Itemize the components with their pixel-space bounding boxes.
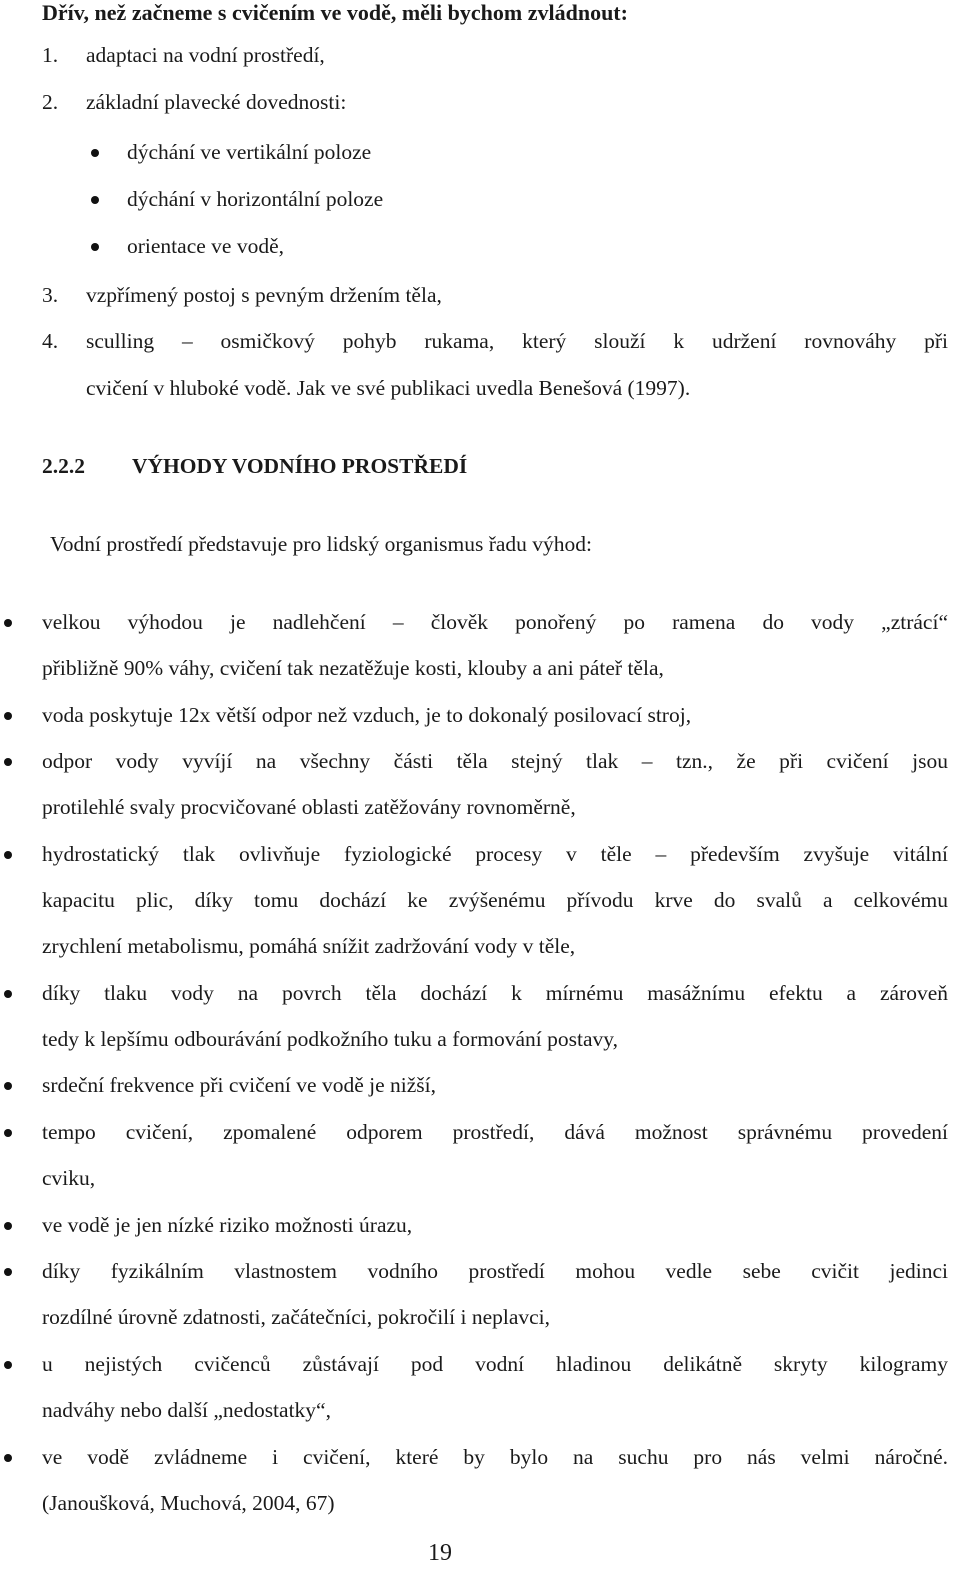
bullet-icon: [4, 990, 12, 998]
bullet-item-continuation: přibližně 90% váhy, cvičení tak nezatěžuje kosti, klouby a ani páteř těla,: [42, 656, 664, 680]
bullet-item: u nejistých cvičenců zůstávají pod vodní hladinou delikátně skryty kilogramy: [42, 1352, 948, 1376]
sub-list-item: orientace ve vodě,: [127, 234, 284, 258]
bullet-item: velkou výhodou je nadlehčení – člověk ponořený po ramena do vody „ztrácí“: [42, 610, 948, 634]
bullet-item: díky fyzikálním vlastnostem vodního prostředí mohou vedle sebe cvičit jedinci: [42, 1259, 948, 1283]
bullet-icon: [4, 1222, 12, 1230]
bullet-icon: [4, 1129, 12, 1137]
bullet-item-continuation: cviku,: [42, 1166, 96, 1190]
list-item: vzpřímený postoj s pevným držením těla,: [86, 283, 442, 307]
bullet-item-continuation: tedy k lepšímu odbourávání podkožního tuku a formování postavy,: [42, 1027, 619, 1051]
section-heading: [42, 451, 467, 481]
list-number: 3.: [42, 283, 59, 307]
intro-heading: Dřív, než začneme s cvičením ve vodě, měli bychom zvládnout:: [42, 0, 628, 25]
bullet-item-continuation: kapacitu plic, díky tomu dochází ke zvýšenému přívodu krve do svalů a celkovému: [42, 888, 948, 912]
list-item: sculling – osmičkový pohyb rukama, který slouží k udržení rovnováhy při: [86, 329, 948, 353]
bullet-item-continuation: zrychlení metabolismu, pomáhá snížit zadržování vody v těle,: [42, 934, 576, 958]
bullet-icon: [91, 243, 99, 251]
bullet-icon: [4, 758, 12, 766]
bullet-item: voda poskytuje 12x větší odpor než vzduch, je to dokonalý posilovací stroj,: [42, 703, 692, 727]
bullet-icon: [4, 851, 12, 859]
bullet-icon: [4, 1082, 12, 1090]
bullet-icon: [4, 712, 12, 720]
section-intro: Vodní prostředí představuje pro lidský organismus řadu výhod:: [50, 532, 593, 556]
list-number: 2.: [42, 90, 59, 114]
bullet-item: díky tlaku vody na povrch těla dochází k mírnému masážnímu efektu a zároveň: [42, 981, 948, 1005]
citation: (Janoušková, Muchová, 2004, 67): [42, 1491, 335, 1515]
bullet-item: srdeční frekvence při cvičení ve vodě je nižší,: [42, 1073, 436, 1097]
list-item: základní plavecké dovednosti:: [86, 90, 347, 114]
bullet-item: ve vodě zvládneme i cvičení, které by bylo na suchu pro nás velmi náročné.: [42, 1445, 948, 1469]
list-number: 4.: [42, 329, 59, 353]
list-item: adaptaci na vodní prostředí,: [86, 43, 325, 67]
bullet-icon: [4, 1454, 12, 1462]
bullet-icon: [4, 1361, 12, 1369]
bullet-icon: [91, 149, 99, 157]
bullet-item: hydrostatický tlak ovlivňuje fyziologické procesy v těle – především zvyšuje vitální: [42, 842, 948, 866]
list-number: 1.: [42, 43, 59, 67]
bullet-item: tempo cvičení, zpomalené odporem prostředí, dává možnost správnému provedení: [42, 1120, 948, 1144]
bullet-icon: [4, 619, 12, 627]
bullet-item-continuation: protilehlé svaly procvičované oblasti zatěžovány rovnoměrně,: [42, 795, 576, 819]
list-item-continuation: cvičení v hluboké vodě. Jak ve své publikaci uvedla Benešová (1997).: [86, 376, 691, 400]
bullet-item-continuation: nadváhy nebo další „nedostatky“,: [42, 1398, 331, 1422]
sub-list-item: dýchání ve vertikální poloze: [127, 140, 372, 164]
bullet-item: ve vodě je jen nízké riziko možnosti úrazu,: [42, 1213, 413, 1237]
bullet-icon: [91, 196, 99, 204]
bullet-item: odpor vody vyvíjí na všechny části těla stejný tlak – tzn., že při cvičení jsou: [42, 749, 948, 773]
bullet-item-continuation: rozdílné úrovně zdatnosti, začátečníci, pokročilí i neplavci,: [42, 1305, 551, 1329]
section-title: VÝHODY VODNÍHO PROSTŘEDÍ: [132, 454, 468, 478]
sub-list-item: dýchání v horizontální poloze: [127, 187, 384, 211]
section-number: 2.2.2: [42, 454, 85, 478]
bullet-icon: [4, 1268, 12, 1276]
page-number: 19: [428, 1540, 452, 1566]
